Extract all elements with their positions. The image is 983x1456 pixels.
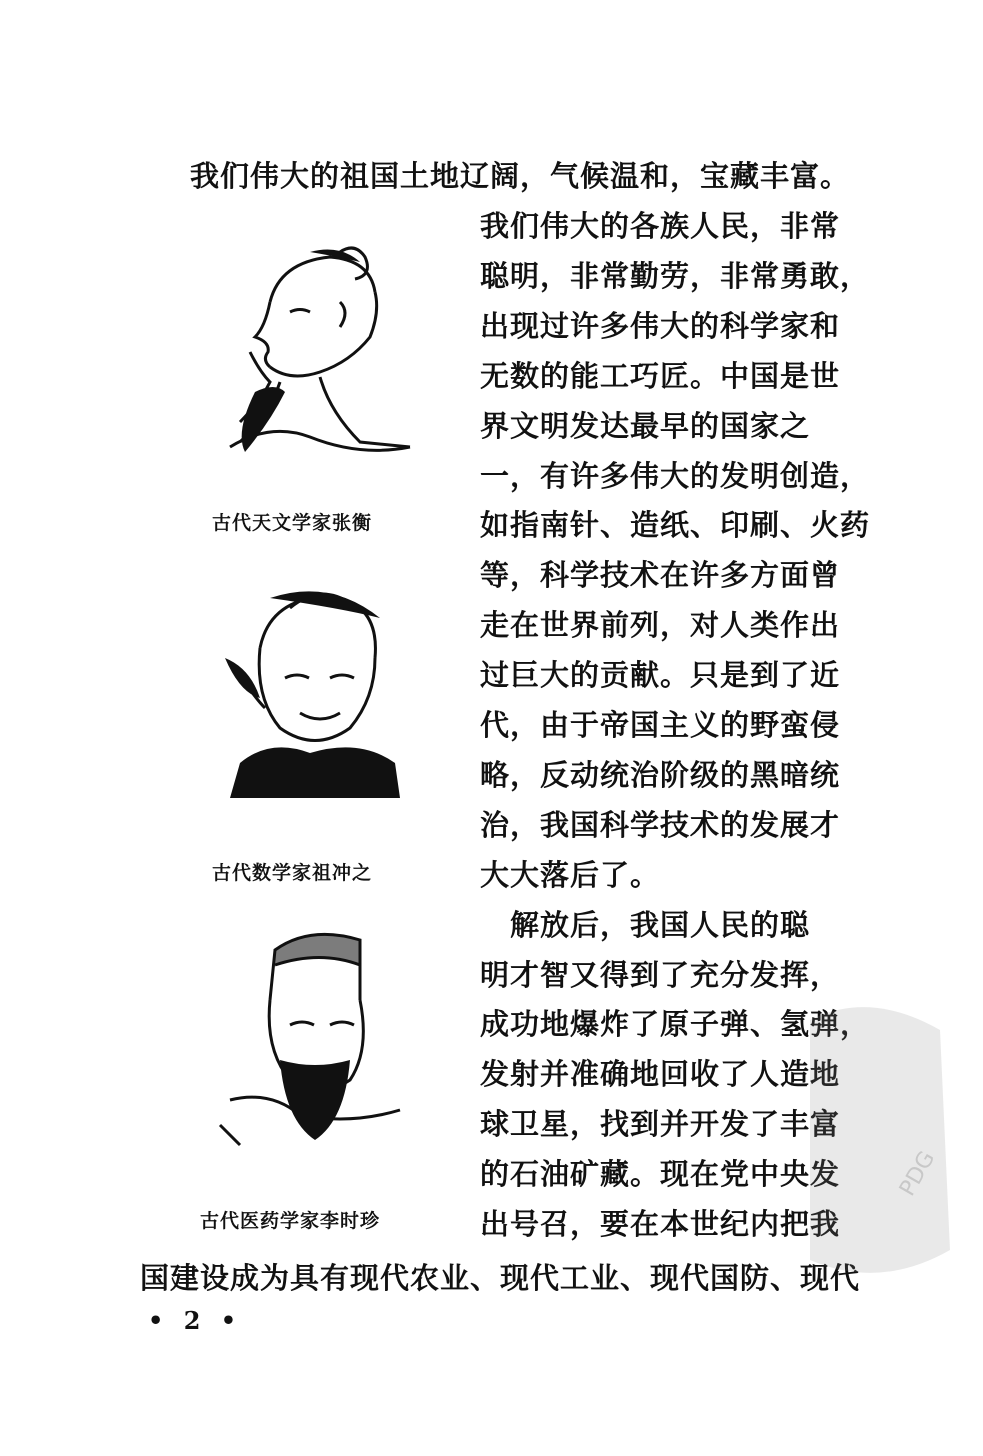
column-line: 界文明发达最早的国家之 — [480, 408, 811, 443]
caption-zuchongzhi: 古代数学家祖冲之 — [212, 862, 373, 884]
portrait-zhangheng — [210, 242, 420, 472]
column-line: 如指南针、造纸、印刷、火药 — [480, 508, 871, 543]
column-line: 明才智又得到了充分发挥， — [480, 957, 841, 992]
column-line: 解放后，我国人民的聪 — [480, 907, 811, 942]
column-line: 发射并准确地回收了人造地 — [480, 1057, 841, 1092]
portrait-zuchongzhi — [210, 588, 420, 818]
column-line: 大大落后了。 — [480, 857, 661, 892]
column-line: 的石油矿藏。现在党中央发 — [480, 1157, 841, 1192]
column-line: 代，由于帝国主义的野蛮侵 — [480, 708, 841, 742]
column-line: 我们伟大的各族人民，非常 — [480, 209, 841, 243]
column-line: 出现过许多伟大的科学家和 — [480, 308, 841, 343]
column-line: 过巨大的贡献。只是到了近 — [480, 658, 841, 693]
caption-lishizhen: 古代医药学家李时珍 — [200, 1210, 381, 1232]
opening-line: 我们伟大的祖国土地辽阔，气候温和，宝藏丰富。 — [190, 159, 851, 193]
column-line: 走在世界前列，对人类作出 — [480, 608, 841, 643]
portrait-zuchongzhi-drawing — [210, 588, 420, 818]
watermark-text: PDG — [895, 1147, 941, 1201]
closing-line: 国建设成为具有现代农业、现代工业、现代国防、现代 — [140, 1261, 861, 1295]
column-line: 略，反动统治阶级的黑暗统 — [480, 757, 841, 792]
column-line: 一，有许多伟大的发明创造， — [480, 458, 871, 493]
portrait-lishizhen-drawing — [210, 920, 420, 1150]
portrait-lishizhen — [210, 920, 420, 1150]
portrait-zhangheng-drawing — [210, 242, 420, 472]
column-line: 球卫星，找到并开发了丰富 — [480, 1107, 841, 1142]
column-line: 无数的能工巧匠。中国是世 — [480, 358, 841, 393]
pdg-watermark-icon — [790, 990, 960, 1290]
column-line: 聪明，非常勤劳，非常勇敢， — [480, 258, 871, 293]
page-number: • 2 • — [148, 1306, 243, 1335]
column-line: 出号召，要在本世纪内把我 — [480, 1207, 841, 1241]
caption-zhangheng: 古代天文学家张衡 — [212, 512, 373, 534]
column-line: 治，我国科学技术的发展才 — [480, 807, 841, 842]
column-line: 等，科学技术在许多方面曾 — [480, 558, 841, 593]
column-line: 成功地爆炸了原子弹、氢弹， — [480, 1007, 871, 1042]
